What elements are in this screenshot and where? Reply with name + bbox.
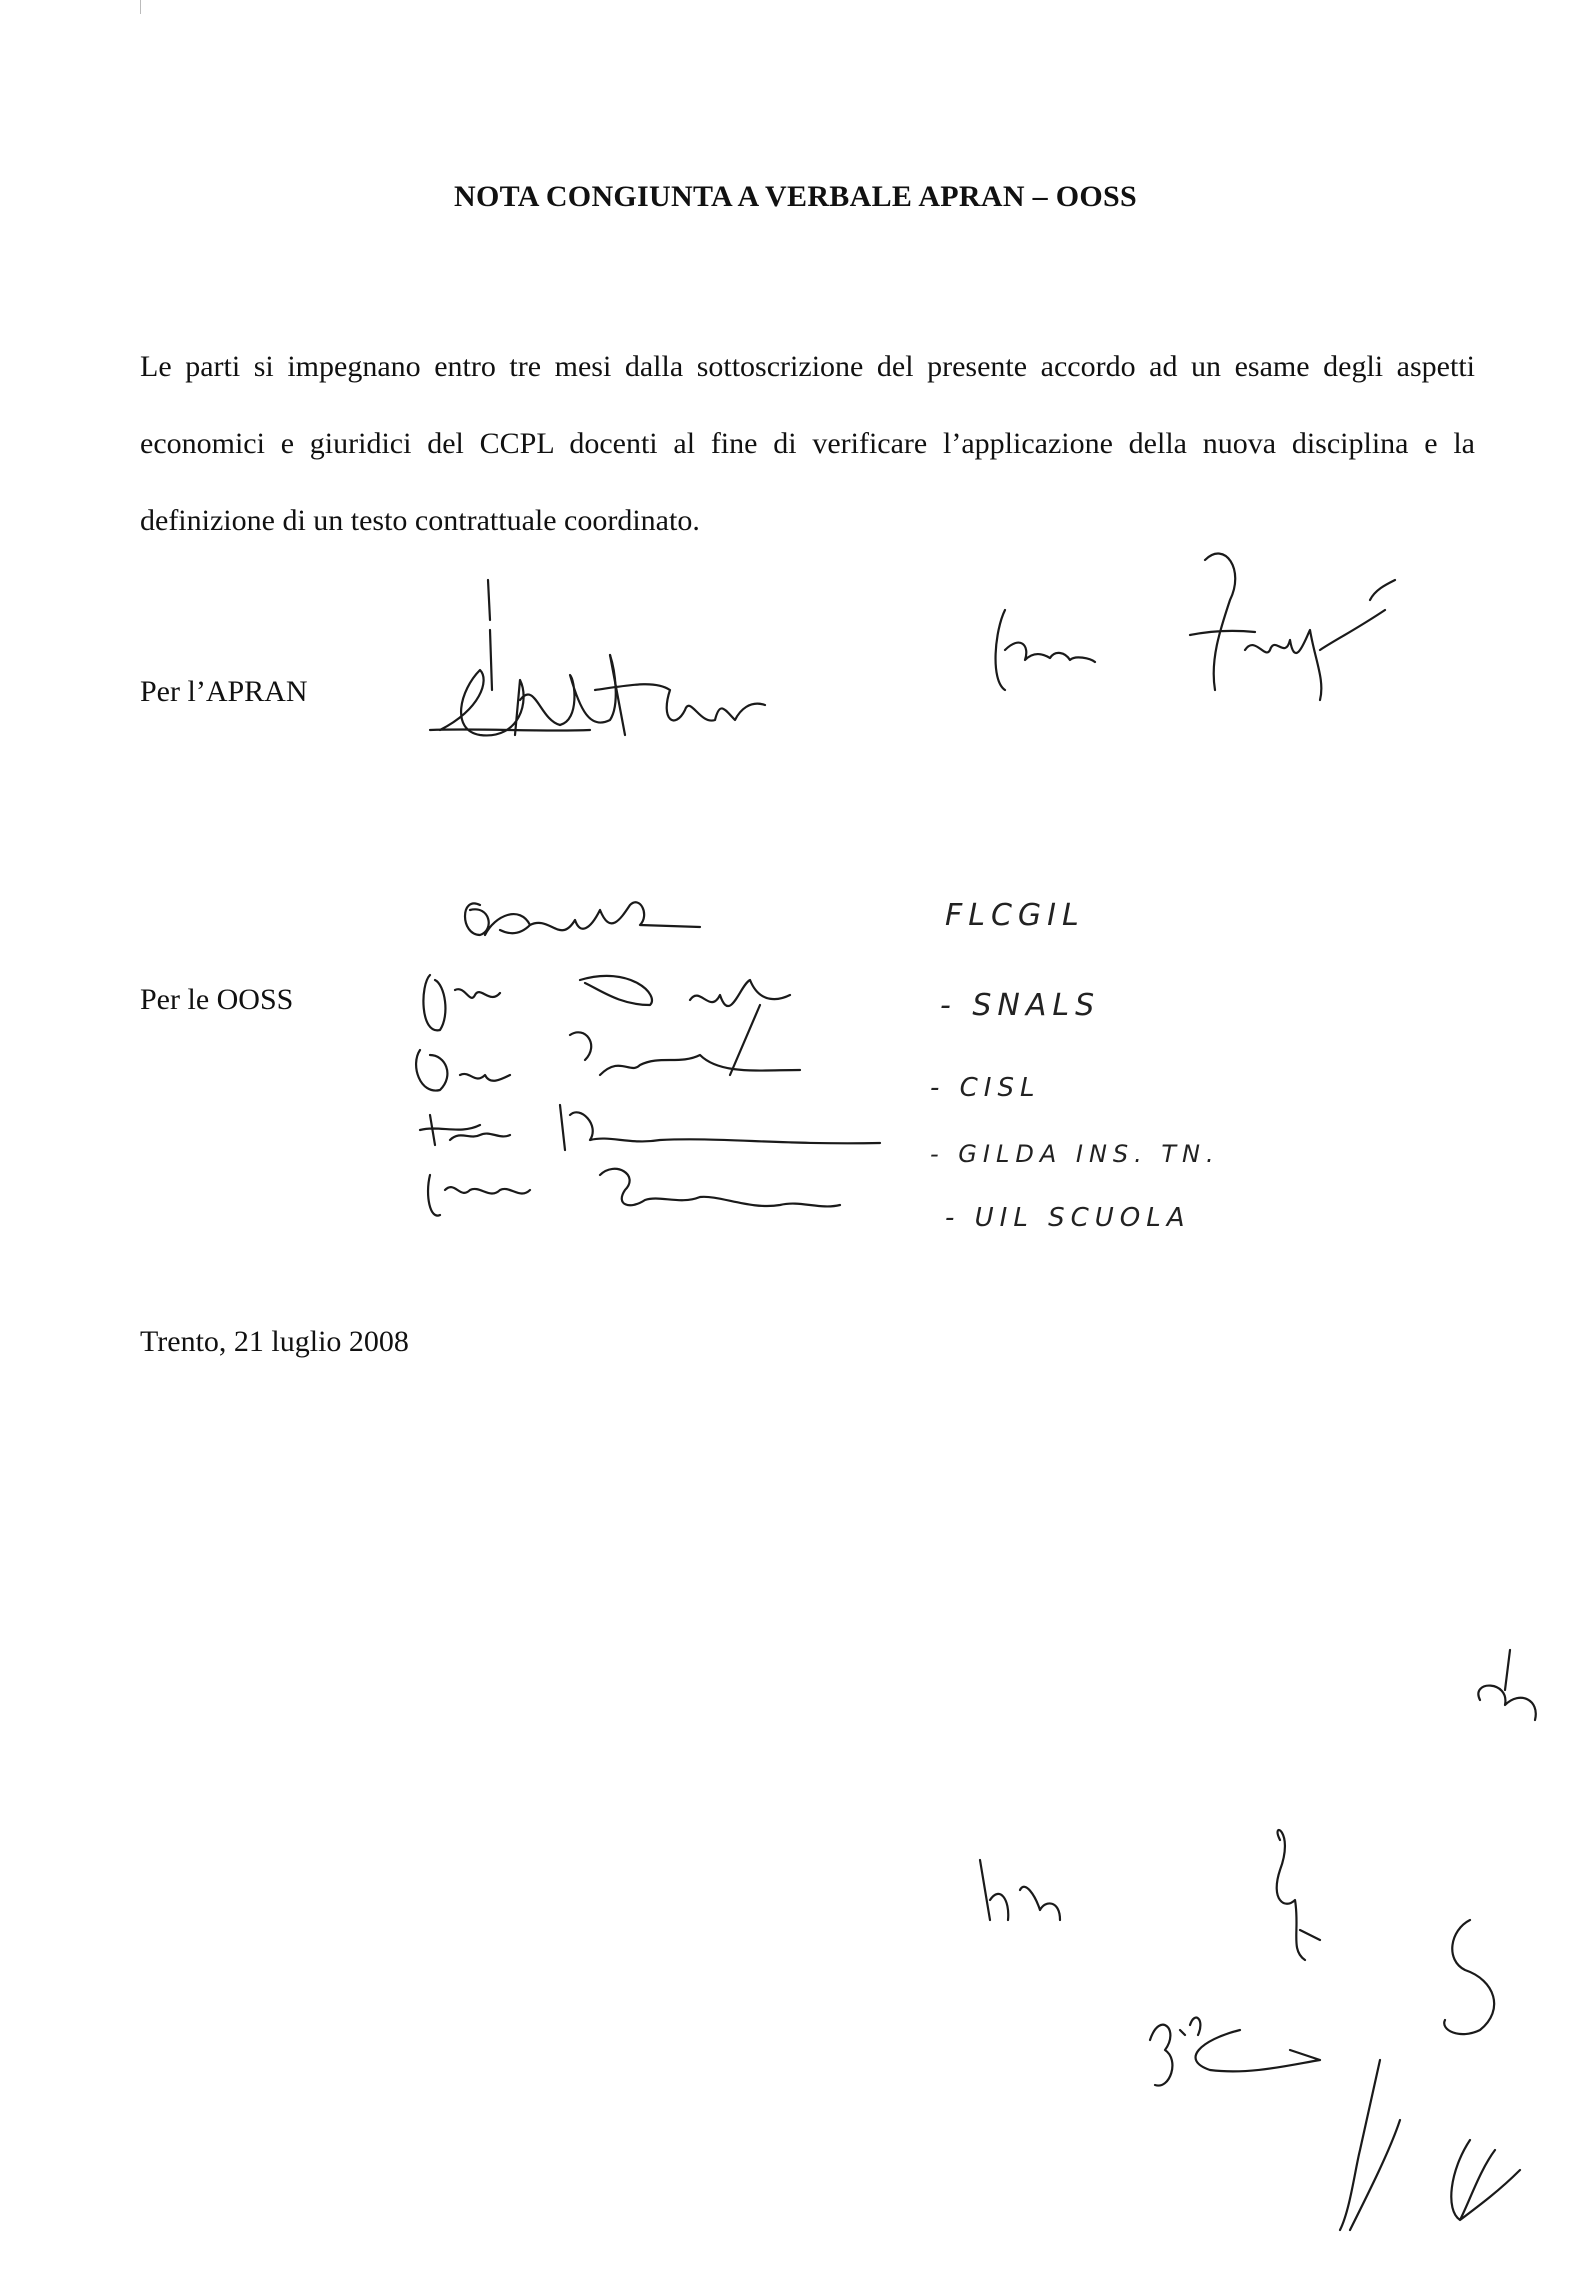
- union-gilda: - GILDA INS. TN.: [930, 1140, 1220, 1168]
- union-cisl: - CISL: [930, 1073, 1041, 1103]
- ooss-signatures: [400, 875, 920, 1245]
- apran-signature-1: [420, 560, 940, 750]
- body-paragraph: Le parti si impegnano entro tre mesi dalla sottoscrizione del presente accordo ad un esame degli aspetti economici e giuridici del CCPL docenti al fine di verificare l’applicazione della nuova disciplina e la definizione di un testo contrattuale coordinato.: [140, 350, 1475, 537]
- apran-signature-2: [975, 540, 1415, 710]
- scan-edge-mark: [140, 0, 141, 14]
- document-title: NOTA CONGIUNTA A VERBALE APRAN – OOSS: [454, 180, 1137, 213]
- bottom-initials: [950, 1630, 1570, 2270]
- union-flcgil: FLCGIL: [945, 898, 1085, 933]
- apran-label: Per l’APRAN: [140, 675, 308, 708]
- union-uil-scuola: - UIL SCUOLA: [945, 1203, 1191, 1233]
- ooss-label: Per le OOSS: [140, 983, 294, 1016]
- union-snals: - SNALS: [940, 988, 1101, 1023]
- document-date: Trento, 21 luglio 2008: [140, 1325, 409, 1358]
